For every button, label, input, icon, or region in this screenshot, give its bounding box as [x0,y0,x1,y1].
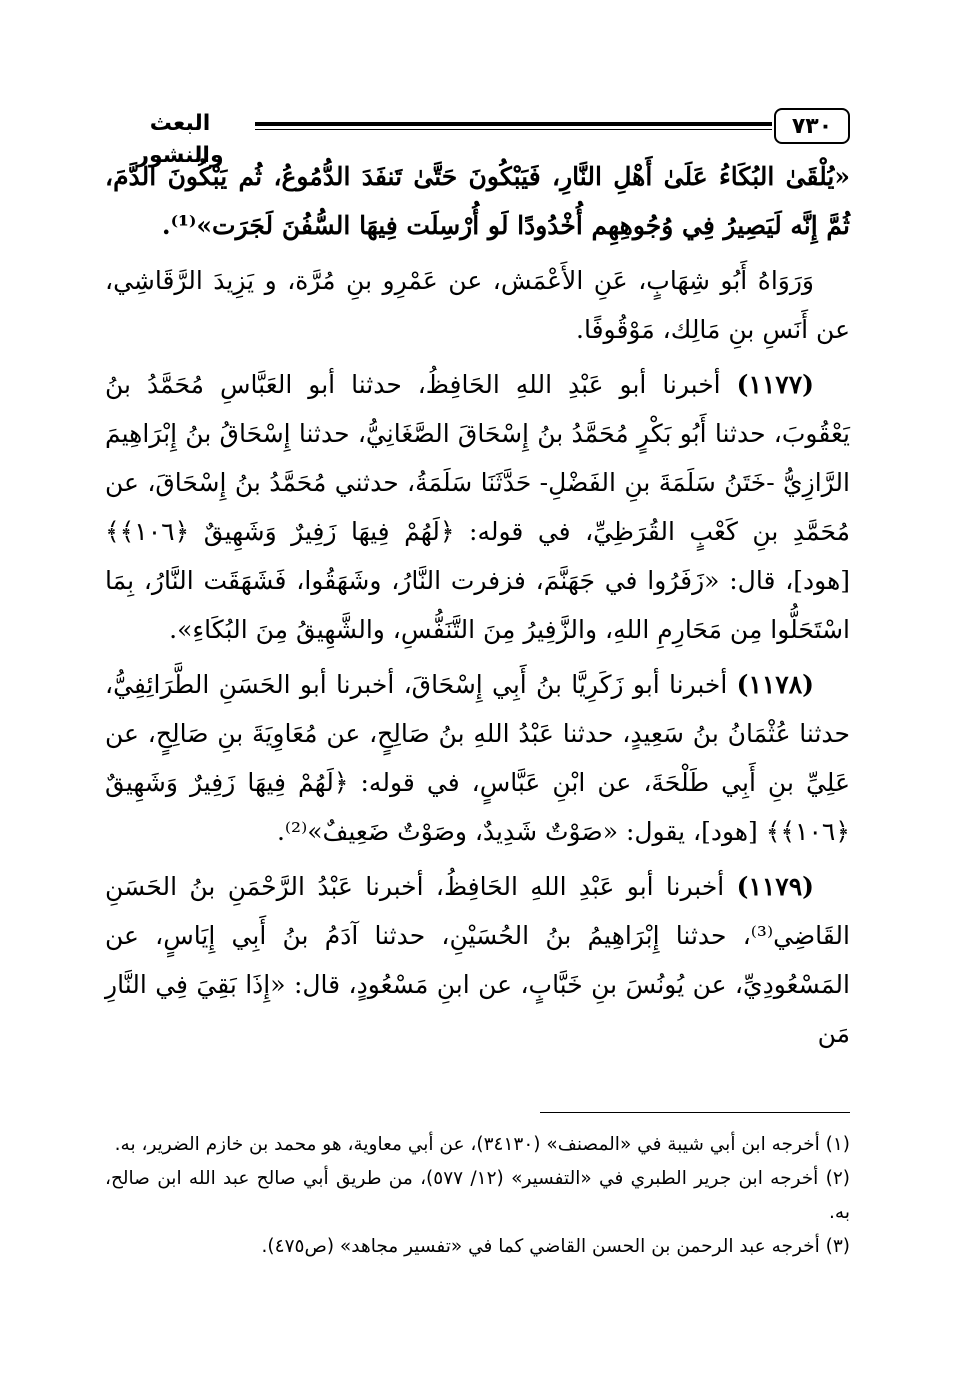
hadith-1178 [105,660,850,856]
footnote-1: (١) أخرجه ابن أبي شيبة في «المصنف» (٣٤١٣٠)، عن أبي معاوية، هو محمد بن خازم الضرير، به. [114,1134,850,1155]
narration-note: وَرَوَاهُ أَبُو شِهَابٍ، عَنِ الأَعْمَش، عن عَمْرِو بنِ مُرَّة، و يَزِيدَ الرَّقَاشِي، عن أَنَسِ بنِ مَالِك، مَوْقُوفًا. [105,266,850,344]
hadith-body: أخبرنا أبو عَبْدِ اللهِ الحَافِظُ، حدثنا أبو العَبَّاسِ مُحَمَّدُ بنُ يَعْقُوبَ، حدثنا أَبُو بَكْرٍ مُحَمَّدُ بنُ إِسْحَاقَ الصَّغَانِيُّ، حدثنا إِسْحَاقُ بنُ إِبْرَاهِيمَ الرَّازِيُّ -خَتَنُ سَلَمَةَ بنِ الفَضْلِ- حَدَّثَنَا سَلَمَةُ، حدثني مُحَمَّدُ بنُ إِسْحَاقَ، عن مُحَمَّدِ بنِ كَعْبٍ القُرَظِيِّ، في قوله: ﴿لَهُمْ فِيهَا زَفِيرٌ وَشَهِيقٌ ﴿١٠٦﴾﴾ [هود]، قال: «زَفَرُوا في جَهَنَّمَ، فزفرت النَّارُ، وشَهَقُوا، فَشَهَقَت النَّارُ، بِمَا اسْتَحَلُّوا مِن مَحَارِمِ اللهِ، والزَّفِيرُ مِنَ التَّنَفُّسِ، والشَّهِيقُ مِنَ البُكَاءِ». [105,370,850,644]
page-number: ٧٣٠ [774,108,850,144]
hadith-body: أخبرنا أبو زَكَرِيَّا بنُ أَبِي إِسْحَاقَ، أخبرنا أبو الحَسَنِ الطَّرَائِفِيُّ، حدثنا عُثْمَانُ بنُ سَعِيدٍ، حدثنا عَبْدُ اللهِ بنُ صَالِحٍ، عن مُعَاوِيَةَ بنِ صَالِحٍ، عن عَلِيِّ بنِ أَبِي طَلْحَةَ، عن ابْنِ عَبَّاسٍ، في قوله: ﴿لَهُمْ فِيهَا زَفِيرٌ وَشَهِيقٌ ﴿١٠٦﴾﴾ [هود]، يقول: «صَوْتٌ شَدِيدٌ، وصَوْتٌ ضَعِيفٌ»⁽²⁾. [105,670,850,846]
footnotes [105,1128,850,1264]
running-title: البعث والنشور [136,111,224,168]
main-text [105,152,850,1064]
footnote-3: (٣) أخرجه عبد الرحمن بن الحسن القاضي كما في «تفسير مجاهد» (ص٤٧٥). [261,1236,850,1257]
hadith-body: أخبرنا أبو عَبْدِ اللهِ الحَافِظُ، أخبرنا عَبْدُ الرَّحْمَنِ بنُ الحَسَنِ القَاضِي⁽³⁾، حدثنا إِبْرَاهِيمُ بنُ الحُسَيْنِ، حدثنا آدَمُ بنُ أَبِي إِيَاسٍ، عن المَسْعُودِيِّ، عن يُونُسَ بنِ خَبَّابٍ، عن ابنِ مَسْعُودٍ، قال: «إِذَا بَقِيَ فِي النَّارِ مَن [105,872,850,1048]
hadith-1177 [105,360,850,654]
page-header [105,108,850,168]
hadith-text-continued: «يُلْقَىٰ البُكَاءُ عَلَىٰ أَهْلِ النَّارِ، فَيَبْكُونَ حَتَّىٰ تَنفَدَ الدُّمُوعُ، ثُم يَبْكُونَ الدَّمَ، ثُمَّ إِنَّه لَيَصِيرُ فِي وُجُوهِهِم أُخْدُودًا لَو أُرْسِلَت فِيهَا السُّفُنَ لَجَرَت»⁽¹⁾. [105,162,850,240]
hadith-number: (١١٧٩) [736,872,814,901]
footnote-separator [540,1112,850,1113]
footnote-2: (٢) أخرجه ابن جرير الطبري في «التفسير» (١٢/ ٥٧٧)، من طريق أبي صالح عبد الله ابن صالح، به. [105,1168,850,1223]
hadith-1179 [105,862,850,1058]
hadith-number: (١١٧٧) [736,370,814,399]
header-rule [255,122,772,126]
hadith-number: (١١٧٨) [736,670,814,699]
